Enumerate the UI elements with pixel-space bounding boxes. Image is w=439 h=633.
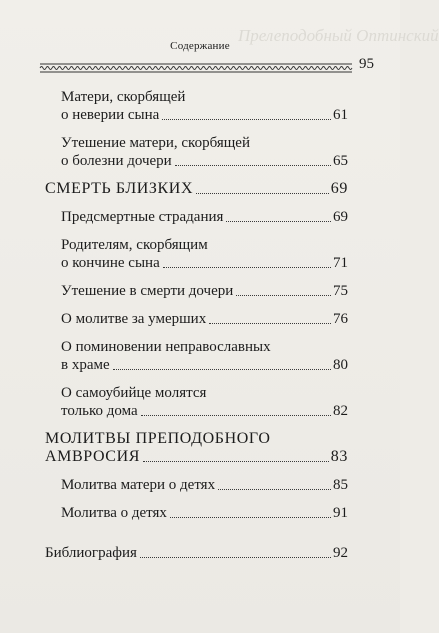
toc-entry-title-line: О самоубийце молятся xyxy=(61,385,207,401)
toc-entry-title: Библиография xyxy=(45,545,137,561)
toc-entry-page: 76 xyxy=(333,311,348,327)
toc-entry-title: о неверии сына xyxy=(61,107,160,123)
toc-entry xyxy=(45,134,348,170)
dot-leader xyxy=(141,415,331,416)
toc-entry-title: только дома xyxy=(61,403,138,419)
toc-entry-page: 71 xyxy=(333,255,348,271)
toc-entry xyxy=(45,310,348,328)
dot-leader xyxy=(162,119,331,120)
toc-entry xyxy=(45,208,348,226)
dot-leader xyxy=(170,517,331,518)
toc-entry-title: Молитва о детях xyxy=(61,505,167,521)
toc-entry-title: о болезни дочери xyxy=(61,153,172,169)
toc-entry-page: 83 xyxy=(330,448,348,465)
toc-entry-title: Утешение в смерти дочери xyxy=(61,283,234,299)
toc-entry-title: Предсмертные страдания xyxy=(61,209,224,225)
dot-leader xyxy=(209,323,331,324)
toc-entry-title: о кончине сына xyxy=(61,255,160,271)
toc-entry xyxy=(45,88,348,124)
toc-entry xyxy=(45,384,348,420)
dot-leader xyxy=(226,221,331,222)
toc-entry-page: 80 xyxy=(333,357,348,373)
dot-leader xyxy=(143,461,329,462)
toc-entry-title: О молитве за умерших xyxy=(61,311,207,327)
running-head: Содержание xyxy=(170,40,230,52)
toc-entry xyxy=(45,476,348,494)
toc-entry-title: АМВРОСИЯ xyxy=(45,448,140,465)
toc-entry-title: в храме xyxy=(61,357,110,373)
toc-entry xyxy=(45,504,348,522)
toc-entry-page: 61 xyxy=(333,107,348,123)
dot-leader xyxy=(236,295,331,296)
toc-entry-page: 85 xyxy=(333,477,348,493)
toc-entry xyxy=(45,338,348,374)
toc-entry-page: 65 xyxy=(333,153,348,169)
dot-leader xyxy=(163,267,331,268)
toc-entry-title-line: Утешение матери, скорбящей xyxy=(61,135,250,151)
toc-entry-page: 82 xyxy=(333,403,348,419)
toc-entry xyxy=(45,236,348,272)
bleed-through-text: Прелеподобный Оптинский xyxy=(238,26,439,45)
dot-leader xyxy=(140,557,331,558)
toc-entry-page: 75 xyxy=(333,283,348,299)
toc-entry-title: СМЕРТЬ БЛИЗКИХ xyxy=(45,180,194,197)
dot-leader xyxy=(113,369,331,370)
toc-entry-title-line: Матери, скорбящей xyxy=(61,89,186,105)
toc-entry-page: 91 xyxy=(333,505,348,521)
toc-entry-page: 92 xyxy=(333,545,348,561)
dot-leader xyxy=(218,489,331,490)
dot-leader xyxy=(196,193,329,194)
toc-entry xyxy=(45,544,348,562)
toc-entry-title-line: Родителям, скорбящим xyxy=(61,237,208,253)
toc-entry xyxy=(45,180,348,198)
toc-entry xyxy=(45,430,348,466)
toc-entry-title: Молитва матери о детях xyxy=(61,477,216,493)
page-number: 95 xyxy=(359,56,374,72)
dot-leader xyxy=(175,165,331,166)
toc-entry xyxy=(45,282,348,300)
toc-entry-page: 69 xyxy=(330,180,348,197)
toc-entry-title-line: О поминовении неправославных xyxy=(61,339,271,355)
table-of-contents xyxy=(45,88,348,562)
toc-entry-title-line: МОЛИТВЫ ПРЕПОДОБНОГО xyxy=(45,430,271,447)
toc-entry-page: 69 xyxy=(333,209,348,225)
ornamental-rule xyxy=(40,62,352,74)
